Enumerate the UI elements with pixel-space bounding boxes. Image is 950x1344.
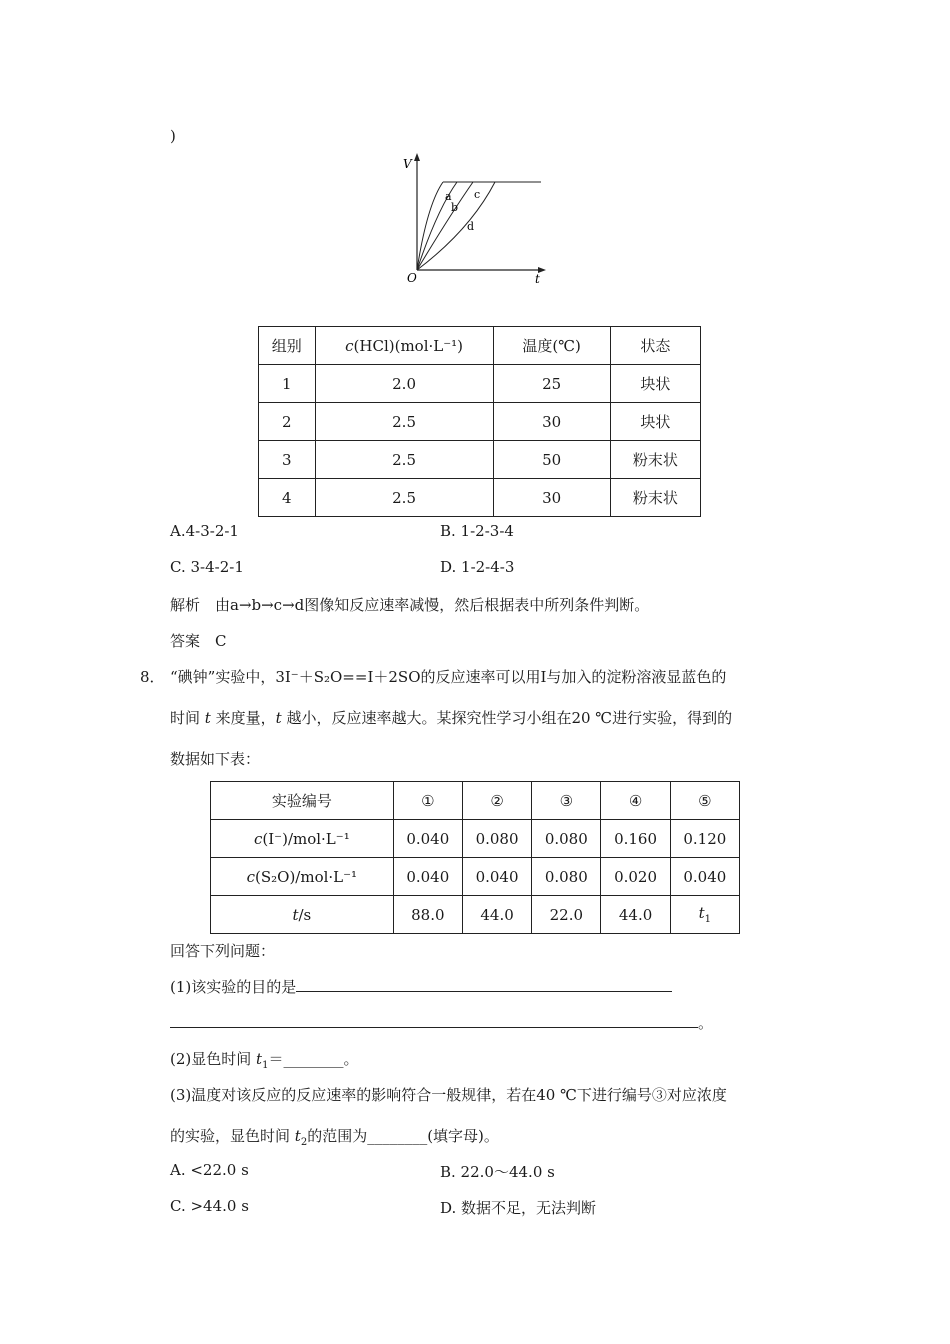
table-header-row [259, 327, 701, 365]
table-cell: 50 [493, 441, 610, 479]
table-row [259, 441, 701, 479]
table-header: 温度(℃) [493, 327, 610, 365]
table-cell: 0.080 [532, 820, 601, 858]
answer-blank[interactable] [296, 977, 672, 992]
question-number: 8． [140, 668, 165, 686]
rate-graph [395, 150, 555, 285]
top-paren: ) [170, 127, 176, 145]
table-cell: 0.080 [462, 820, 531, 858]
table-conditions [258, 326, 701, 517]
analysis-text: 解析 由a→b→c→d图像知反应速率减慢，然后根据表中所列条件判断。 [170, 596, 650, 614]
sub-question-1-cont: 。 [170, 1012, 713, 1033]
answer-blank[interactable] [170, 1013, 698, 1028]
table-row [211, 820, 740, 858]
table-cell: 0.080 [532, 858, 601, 896]
table-cell: 0.120 [670, 820, 739, 858]
table-row [259, 479, 701, 517]
table-row [259, 403, 701, 441]
table-cell: 44.0 [601, 896, 670, 934]
y-axis-arrow [414, 153, 420, 161]
curve-a [417, 182, 443, 270]
table-header: ① [393, 782, 462, 820]
table-row [211, 858, 740, 896]
table-cell: 44.0 [462, 896, 531, 934]
curve-label-b: b [451, 201, 459, 214]
table-header-row [211, 782, 740, 820]
q8-option-b: B. 22.0～44.0 s [440, 1163, 555, 1181]
table-header: ⑤ [670, 782, 739, 820]
table-cell: 0.020 [601, 858, 670, 896]
table-header: 状态 [610, 327, 700, 365]
q8-line3: 数据如下表： [170, 750, 261, 768]
table-cell: $t_1$ [670, 896, 739, 934]
table-cell: 粉末状 [610, 479, 700, 517]
q8-line2: 时间 t 来度量，t 越小，反应速率越大。某探究性学习小组在20 ℃进行实验，得到的 [170, 709, 733, 727]
table-cell: 2 [259, 403, 316, 441]
table-cell: 2.5 [315, 479, 493, 517]
origin-label: O [407, 271, 417, 285]
row-label: c(I⁻)/mol·L⁻¹ [211, 820, 394, 858]
table-cell: 0.040 [670, 858, 739, 896]
table-header: ④ [601, 782, 670, 820]
curve-d [417, 182, 495, 270]
answer-intro: 回答下列问题： [170, 942, 276, 960]
row-label: c(S₂O)/mol·L⁻¹ [211, 858, 394, 896]
table-header: c(HCl)(mol·L⁻¹) [315, 327, 493, 365]
table-cell: 4 [259, 479, 316, 517]
table-cell: 30 [493, 479, 610, 517]
table-row [259, 365, 701, 403]
table-cell: 0.040 [393, 858, 462, 896]
q7-option-a: A.4-3-2-1 [170, 522, 239, 540]
curve-label-c: c [474, 188, 481, 201]
x-axis-label: t [535, 272, 540, 285]
table-cell: 30 [493, 403, 610, 441]
table-experiment [210, 781, 740, 934]
table-cell: 3 [259, 441, 316, 479]
q8-option-d: D. 数据不足，无法判断 [440, 1199, 597, 1217]
table-header: 组别 [259, 327, 316, 365]
sub-question-2: (2)显色时间 $t_1=\_\_\_\_\_\_\_\_$。 [170, 1050, 359, 1071]
table-cell: 块状 [610, 403, 700, 441]
table-cell: 1 [259, 365, 316, 403]
table-cell: 2.5 [315, 403, 493, 441]
table-cell: 0.160 [601, 820, 670, 858]
curve-label-d: d [467, 220, 475, 233]
q7-option-b: B. 1-2-3-4 [440, 522, 514, 540]
table-cell: 88.0 [393, 896, 462, 934]
table-cell: 粉末状 [610, 441, 700, 479]
sub-question-3-cont: 的实验，显色时间 $t_2$的范围为________(填字母)。 [170, 1127, 499, 1148]
q8-line1: “碘钟”实验中，3I⁻＋S₂O==I＋2SO的反应速率可以用I与加入的淀粉溶液显蓝色的 [170, 668, 727, 686]
sub-question-3: (3)温度对该反应的反应速率的影响符合一般规律，若在40 ℃下进行编号③对应浓度 [170, 1086, 727, 1104]
table-header: 实验编号 [211, 782, 394, 820]
q7-option-c: C. 3-4-2-1 [170, 558, 244, 576]
curve-label-a: a [445, 190, 452, 203]
table-cell: 0.040 [393, 820, 462, 858]
table-header: ③ [532, 782, 601, 820]
table-header: ② [462, 782, 531, 820]
q8-option-a: A. <22.0 s [170, 1161, 249, 1179]
table-cell: 块状 [610, 365, 700, 403]
table-row [211, 896, 740, 934]
row-label: t/s [211, 896, 394, 934]
table-cell: 2.5 [315, 441, 493, 479]
answer-text: 答案 C [170, 632, 227, 650]
table-cell: 2.0 [315, 365, 493, 403]
table-cell: 22.0 [532, 896, 601, 934]
q7-option-d: D. 1-2-4-3 [440, 558, 515, 576]
y-axis-label: V [403, 157, 412, 171]
sub-question-1: (1)该实验的目的是 [170, 976, 672, 997]
table-cell: 0.040 [462, 858, 531, 896]
table-cell: 25 [493, 365, 610, 403]
q8-option-c: C. >44.0 s [170, 1197, 249, 1215]
